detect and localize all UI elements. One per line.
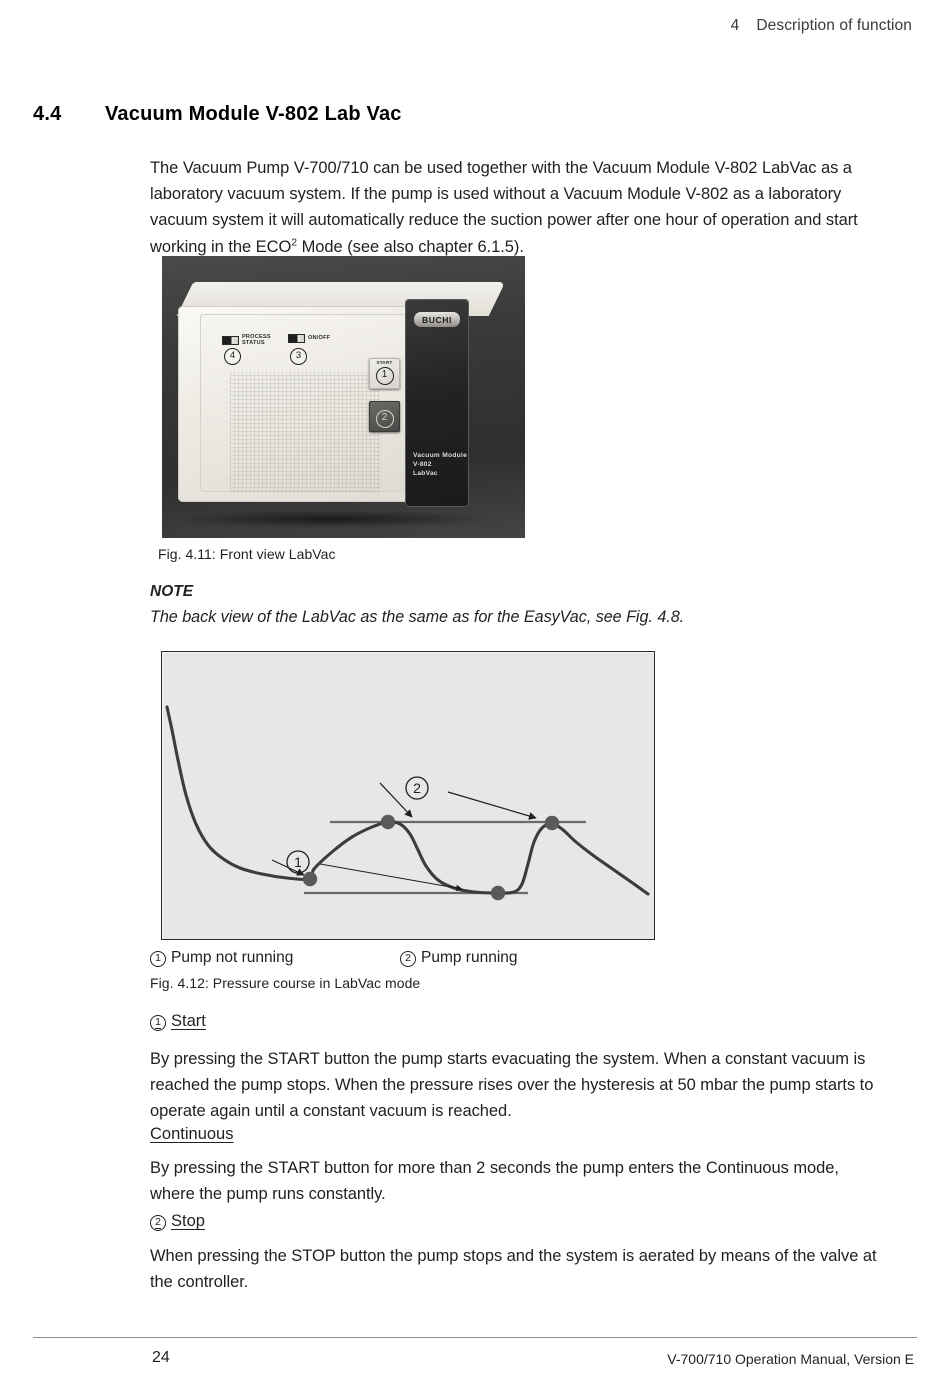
callout-2: 2 [376,410,394,428]
subheading-start-marker: 1 [150,1015,166,1031]
model-line2: V-802 [413,461,432,468]
process-status-label [242,334,271,347]
subheading-continuous [150,1125,233,1144]
start-line-3: operate again until a constant vacuum is reached. [150,1102,512,1121]
led-process-status [222,334,271,347]
legend-marker-1: 1 [150,951,166,967]
model-line3: LabVac [413,470,438,477]
process-status-line2: STATUS [242,340,265,347]
stop-button[interactable] [369,401,400,432]
labvac-front-photo [162,256,525,538]
callout-3: 3 [290,348,307,365]
figure-412-caption: Fig. 4.12: Pressure course in LabVac mode [150,975,421,991]
intro-paragraph [150,155,910,260]
intro-line-4-post: Mode (see also chapter 6.1.5). [297,237,524,256]
arrow-to-pump-restart-1 [380,783,412,817]
paragraph-start [150,1046,910,1125]
stop-line-2: the controller. [150,1273,249,1292]
footer-page-number: 24 [152,1349,170,1366]
process-status-line1: PROCESS [242,334,271,340]
arrow-to-pump-restart-2 [448,792,536,818]
figure-411-caption: Fig. 4.11: Front view LabVac [158,546,336,562]
start-button-label: START [376,360,393,365]
device-ventilation-mesh [230,372,380,492]
subheading-stop-marker: 2 [150,1215,166,1231]
arrow-to-pump-stop-2 [320,864,462,889]
continuous-line-1: By pressing the START button for more than 2 seconds the pump enters the Continuous mode, [150,1159,839,1177]
legend-marker-2: 2 [400,951,416,967]
legend-item-1 [150,949,400,968]
chart-callout-1-label: 1 [294,854,302,870]
figure-412-chart [161,651,655,940]
device-dark-panel [406,300,468,506]
subheading-stop-label: Stop [171,1212,205,1230]
buchi-logo: BUCHI [414,312,460,327]
intro-line-4-pre: working in the ECO [150,237,292,256]
intro-line-2: laboratory vacuum system. If the pump is used without a Vacuum Module V-802 as a laboratory [150,185,842,204]
intro-line-3: vacuum system it will automatically reduce the suction power after one hour of operation and start [150,211,858,230]
marker-pump-stop-2 [491,886,505,900]
section-heading [33,103,402,126]
led-on-off [288,334,330,343]
subheading-start [150,1012,206,1032]
chart-callout-2 [406,777,428,799]
start-button[interactable] [369,358,400,389]
figure-411-photo [162,256,525,538]
on-off-label: ON/OFF [308,335,331,342]
callout-1: 1 [376,367,394,385]
pressure-curve-svg [162,652,654,939]
callout-4: 4 [224,348,241,365]
section-number: 4.4 [33,103,62,125]
footer-rule [33,1337,917,1338]
chart-callout-1 [287,851,309,873]
section-title: Vacuum Module V-802 Lab Vac [105,103,402,125]
paragraph-stop [150,1243,910,1295]
continuous-line-2: where the pump runs constantly. [150,1185,386,1204]
running-header [731,17,912,35]
note-title: NOTE [150,583,194,600]
figure-412-legend [150,949,710,968]
marker-pump-stop-1 [303,872,317,886]
model-line1: Vacuum Module [413,452,468,459]
on-off-led-icon [288,334,305,343]
footer-manual-title: V-700/710 Operation Manual, Version E [667,1351,914,1367]
subheading-continuous-label: Continuous [150,1125,234,1143]
subheading-stop [150,1212,205,1232]
start-line-1: By pressing the START button the pump starts evacuating the system. When a constant vacuum is [150,1050,866,1068]
chart-callout-2-label: 2 [413,780,421,796]
process-status-led-icon [222,336,239,345]
labvac-device [178,282,508,522]
paragraph-continuous [150,1155,910,1207]
marker-pump-restart-1 [381,815,395,829]
marker-pump-restart-2 [545,816,559,830]
stop-line-1: When pressing the STOP button the pump stops and the system is aerated by means of the valve at [150,1247,877,1265]
subheading-start-label: Start [171,1012,206,1030]
pressure-curve [167,707,648,894]
eco-superscript: 2 [291,236,298,249]
start-line-2: reached the pump stops. When the pressure rises over the hysteresis at 50 mbar the pump starts to [150,1076,874,1095]
device-model-text [413,451,467,478]
note-text: The back view of the LabVac as the same as for the EasyVac, see Fig. 4.8. [150,608,685,626]
header-chapter-title: Description of function [756,17,912,34]
legend-label-1: Pump not running [171,949,294,966]
legend-label-2: Pump running [421,949,518,966]
legend-item-2 [400,949,518,968]
intro-line-1: The Vacuum Pump V-700/710 can be used together with the Vacuum Module V-802 LabVac as a [150,159,852,177]
header-chapter-number: 4 [730,17,740,34]
